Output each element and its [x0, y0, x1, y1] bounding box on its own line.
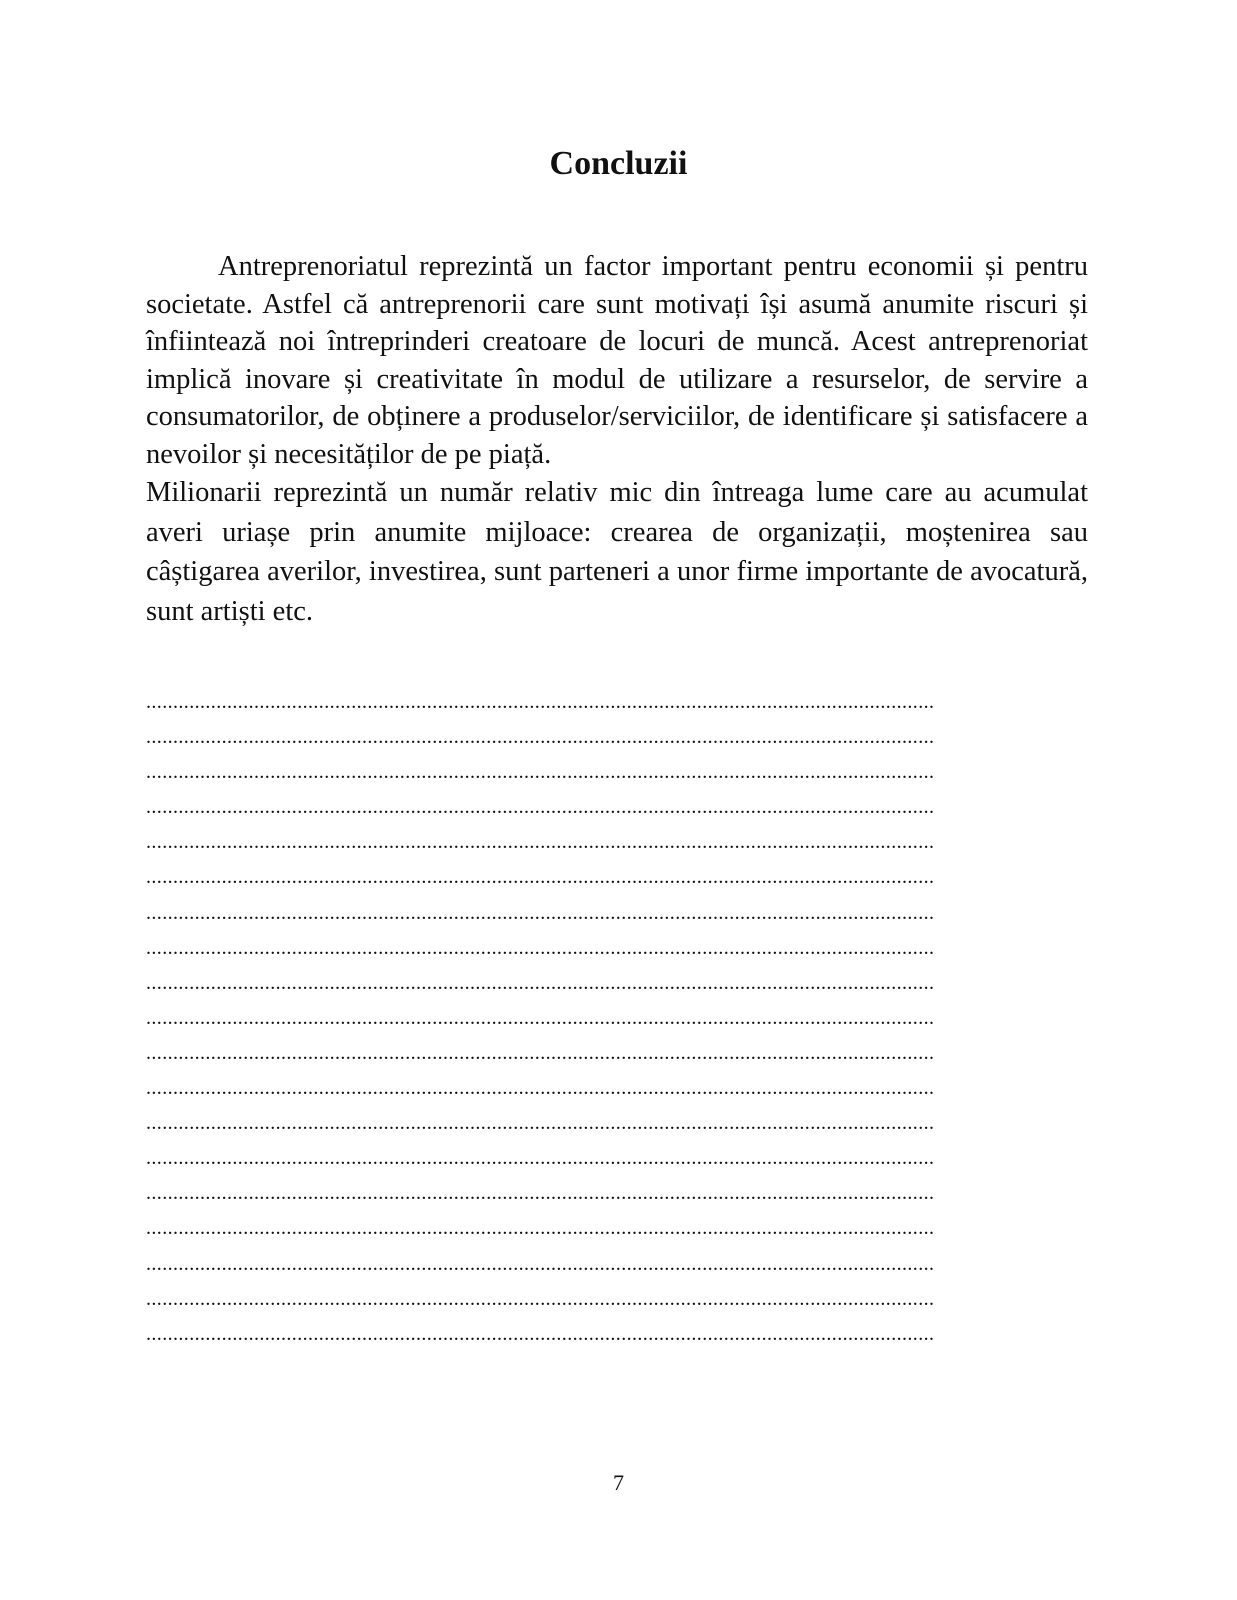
- dotted-line: ..................................................................................................................................................: [146, 831, 935, 854]
- dotted-line: ..................................................................................................................................................: [146, 1182, 935, 1205]
- dotted-line: ..................................................................................................................................................: [146, 866, 935, 889]
- dotted-line: ..................................................................................................................................................: [146, 1077, 935, 1100]
- dotted-line: ..................................................................................................................................................: [146, 796, 935, 819]
- dotted-line: ..................................................................................................................................................: [146, 1287, 935, 1310]
- dotted-line: ..................................................................................................................................................: [146, 726, 935, 749]
- dotted-writing-lines: [146, 685, 1036, 1352]
- dotted-line: ..................................................................................................................................................: [146, 1112, 935, 1135]
- body-text: [146, 248, 1088, 631]
- dotted-line: ..................................................................................................................................................: [146, 1006, 935, 1029]
- dotted-line: ..................................................................................................................................................: [146, 761, 935, 784]
- dotted-line: ..................................................................................................................................................: [146, 1147, 935, 1170]
- dotted-line: ..................................................................................................................................................: [146, 1217, 935, 1240]
- page-title: Concluzii: [549, 145, 688, 182]
- dotted-line: ..................................................................................................................................................: [146, 691, 935, 713]
- dotted-line: ..................................................................................................................................................: [146, 971, 935, 994]
- paragraph-antreprenoriat: Antreprenoriatul reprezintă un factor important pentru economii și pentru societate. Astfel că antreprenorii care sunt motivați își asumă anumite riscuri și înfiintează noi întreprinderi creatoare de locuri de muncă. Acest antreprenoriat implică inovare și creativitate în modul de utilizare a resurselor, de servire a consumatorilor, de obținere a produselor/serviciilor, de identificare și satisfacere a nevoilor și necesităților de pe piață.: [146, 251, 1088, 470]
- dotted-line: ..................................................................................................................................................: [146, 936, 935, 959]
- dotted-line: ..................................................................................................................................................: [146, 1041, 935, 1064]
- dotted-line: ..................................................................................................................................................: [146, 1322, 935, 1345]
- dotted-line: ..................................................................................................................................................: [146, 901, 935, 924]
- page-number: 7: [613, 1470, 624, 1495]
- dotted-line: ..................................................................................................................................................: [146, 1252, 935, 1275]
- paragraph-milionari: Milionarii reprezintă un număr relativ mic din întreaga lume care au acumulat averi uriașe prin anumite mijloace: crearea de organizații, moștenirea sau câștigarea averilor, investirea, sunt parteneri a unor firme importante de avocatură, sunt artiști etc.: [146, 477, 1088, 627]
